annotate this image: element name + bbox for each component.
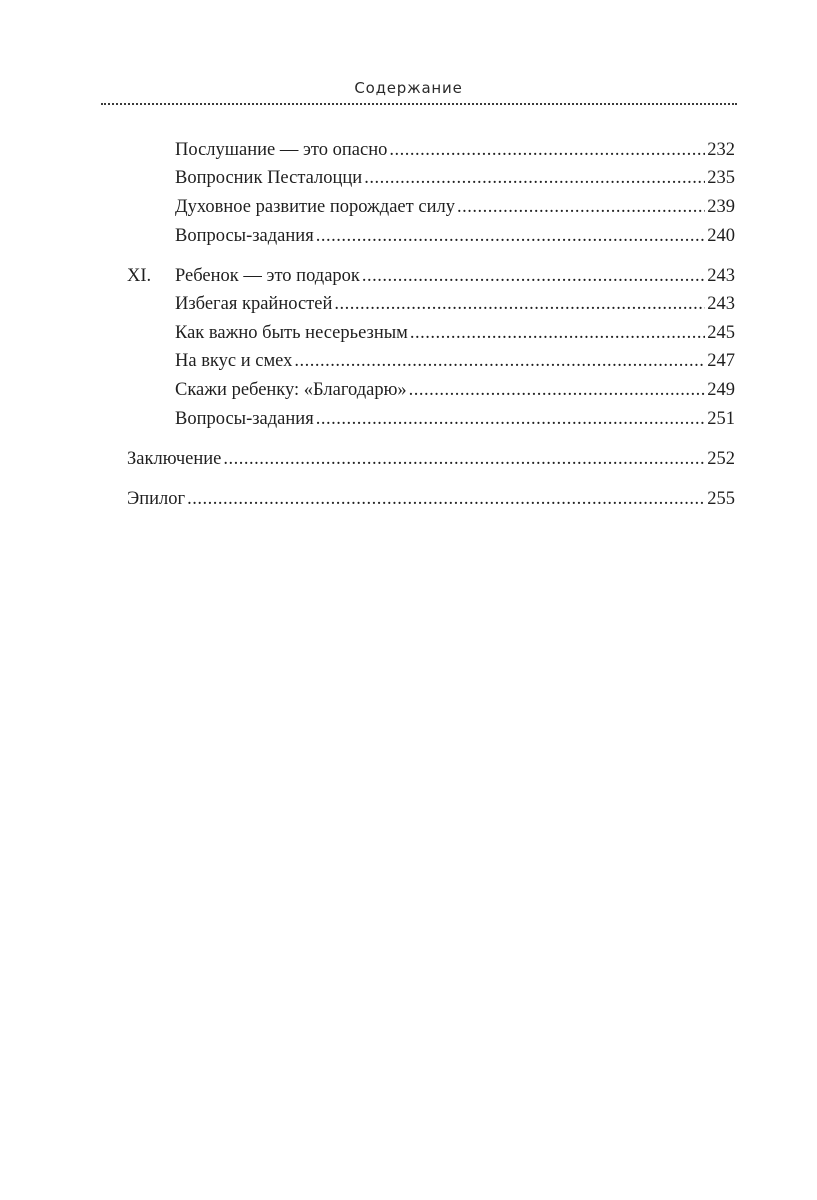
toc-entry-title: Заключение bbox=[127, 449, 222, 469]
toc-dot-leader bbox=[187, 487, 705, 511]
toc-entry-page: 240 bbox=[707, 226, 735, 246]
toc-entry-page: 255 bbox=[707, 489, 735, 509]
toc-entry-title: Вопросы-задания bbox=[175, 226, 314, 246]
toc-entry[interactable] bbox=[175, 292, 735, 316]
toc-entry-title: Эпилог bbox=[127, 489, 186, 509]
toc-entry-page: 243 bbox=[707, 294, 735, 314]
toc-entry-conclusion[interactable] bbox=[127, 447, 735, 471]
toc-dot-leader bbox=[362, 264, 705, 288]
toc-entry-page: 232 bbox=[707, 140, 735, 160]
toc-entry-page: 245 bbox=[707, 323, 735, 343]
toc-entry-page: 251 bbox=[707, 409, 735, 429]
toc-entry-epilogue[interactable] bbox=[127, 487, 735, 511]
toc-entry-title: Ребенок — это подарок bbox=[175, 266, 360, 286]
toc-dot-leader bbox=[389, 138, 705, 162]
toc-entry[interactable] bbox=[175, 378, 735, 402]
toc-entry-title: Вопросы-задания bbox=[175, 409, 314, 429]
toc-entry-page: 235 bbox=[707, 168, 735, 188]
toc-dot-leader bbox=[364, 166, 705, 190]
toc-entry-page: 247 bbox=[707, 351, 735, 371]
toc-entry[interactable] bbox=[175, 349, 735, 373]
toc-entry-title: Избегая крайностей bbox=[175, 294, 333, 314]
toc-entry[interactable] bbox=[175, 166, 735, 190]
running-head-dotted-rule bbox=[101, 103, 737, 105]
toc-dot-leader bbox=[316, 407, 706, 431]
running-head-title: Содержание bbox=[354, 79, 463, 97]
toc-entry-page: 243 bbox=[707, 266, 735, 286]
toc-dot-leader bbox=[457, 195, 705, 219]
toc-dot-leader bbox=[223, 447, 705, 471]
toc-entry-title: Скажи ребенку: «Благодарю» bbox=[175, 380, 407, 400]
toc-entry[interactable] bbox=[175, 224, 735, 248]
toc-entry[interactable] bbox=[175, 138, 735, 162]
toc-entry-page: 249 bbox=[707, 380, 735, 400]
toc-dot-leader bbox=[334, 292, 705, 316]
toc-dot-leader bbox=[316, 224, 706, 248]
toc-entry-page: 239 bbox=[707, 197, 735, 217]
toc-entry-title: Духовное развитие порождает силу bbox=[175, 197, 455, 217]
toc-entry-page: 252 bbox=[707, 449, 735, 469]
toc-chapter-entry[interactable] bbox=[175, 264, 735, 288]
toc-entry[interactable] bbox=[175, 195, 735, 219]
toc-dot-leader bbox=[410, 321, 705, 345]
toc-entry-title: Вопросник Песталоцци bbox=[175, 168, 363, 188]
toc-chapter-number: XI. bbox=[127, 266, 152, 286]
toc-entry-title: Как важно быть несерьезным bbox=[175, 323, 408, 343]
toc-entry-title: Послушание — это опасно bbox=[175, 140, 388, 160]
toc-entry-title: На вкус и смех bbox=[175, 351, 293, 371]
toc-entry[interactable] bbox=[175, 407, 735, 431]
toc-entry[interactable] bbox=[175, 321, 735, 345]
toc-dot-leader bbox=[409, 378, 706, 402]
toc-dot-leader bbox=[294, 349, 705, 373]
